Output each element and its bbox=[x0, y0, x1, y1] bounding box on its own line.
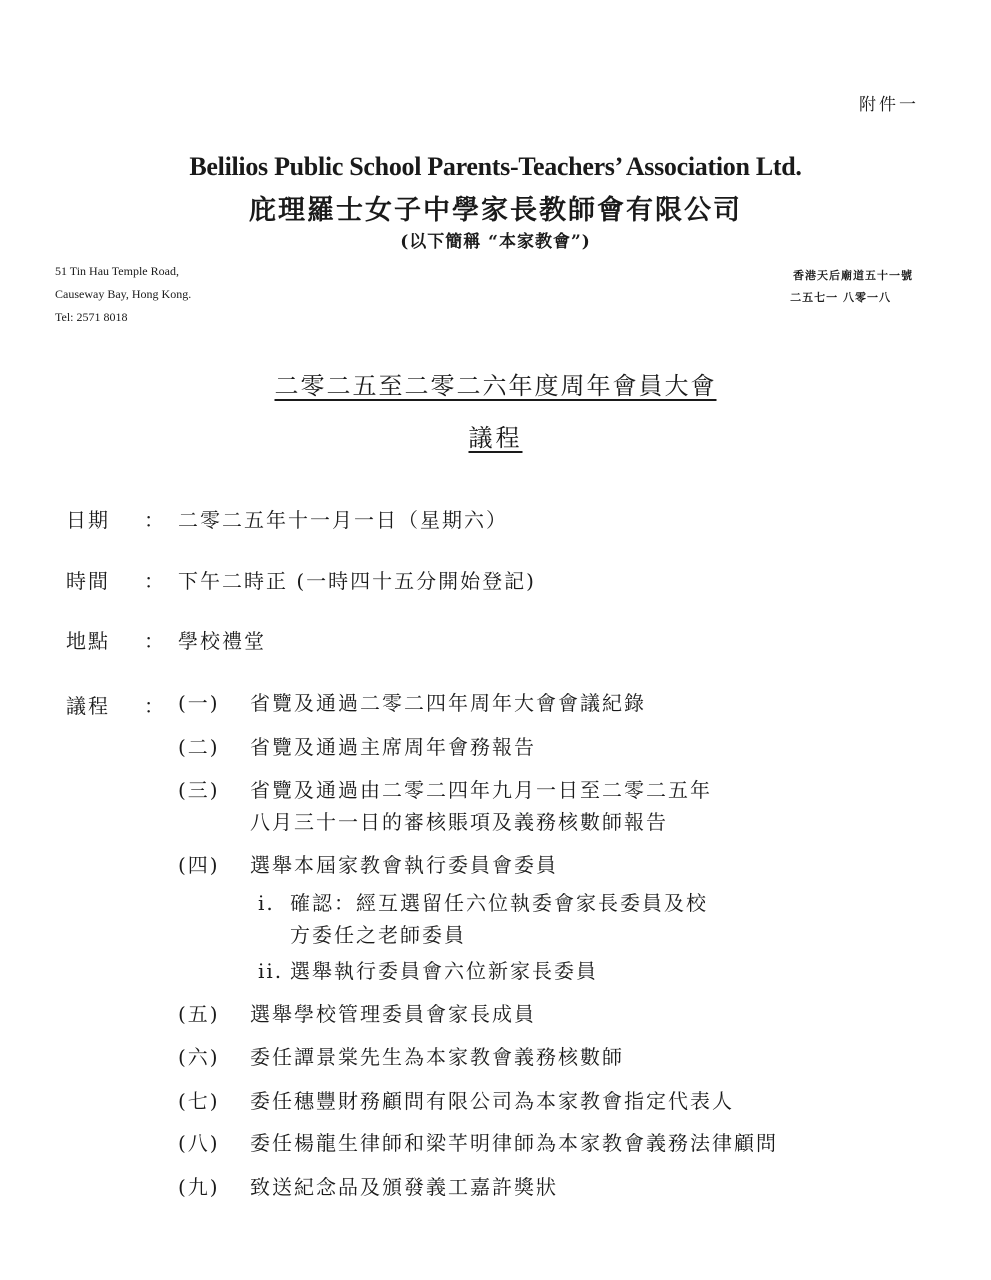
address-en-line1: 51 Tin Hau Temple Road, bbox=[55, 264, 179, 278]
venue-label: 地點 bbox=[66, 629, 110, 653]
agenda-subitem-ii bbox=[258, 955, 598, 987]
date-row bbox=[66, 504, 508, 533]
agenda-item-number: (九) bbox=[178, 1175, 220, 1199]
agenda-item-text: 省覽及通過主席周年會務報告 bbox=[250, 735, 536, 759]
agenda-item-3 bbox=[178, 774, 712, 838]
address-zh-line2: 二五七一 八零一八 bbox=[790, 291, 891, 304]
agenda-subitem-text-line2: 方委任之老師委員 bbox=[290, 923, 466, 947]
agenda-item-number: (一) bbox=[178, 691, 220, 715]
agenda-item-text-line1: 省覽及通過由二零二四年九月一日至二零二五年 bbox=[250, 778, 712, 802]
annex-label: 附件一 bbox=[859, 95, 919, 115]
agenda-heading-text: 議程 bbox=[468, 424, 523, 452]
time-colon: ： bbox=[144, 569, 166, 593]
agenda-colon: ： bbox=[144, 694, 166, 718]
agenda-subitem-text-line1: 確認：經互選留任六位執委會家長委員及校 bbox=[290, 891, 708, 915]
agenda-item-number: (七) bbox=[178, 1089, 220, 1113]
agenda-item-text: 委任楊龍生律師和梁芊明律師為本家教會義務法律顧問 bbox=[250, 1131, 778, 1155]
agenda-heading bbox=[0, 418, 991, 453]
agenda-item-9 bbox=[178, 1171, 558, 1203]
org-name-en: Belilios Public School Parents-Teachers’ Association Ltd. bbox=[189, 152, 802, 181]
agenda-subitem-text-block bbox=[290, 887, 708, 951]
date-value: 二零二五年十一月一日（星期六） bbox=[178, 508, 508, 532]
venue-row bbox=[66, 625, 266, 654]
address-zh-line1: 香港天后廟道五十一號 bbox=[793, 269, 913, 282]
agenda-item-text: 致送紀念品及頒發義工嘉許獎狀 bbox=[250, 1175, 558, 1199]
agenda-item-6 bbox=[178, 1041, 624, 1073]
time-value: 下午二時正 (一時四十五分開始登記) bbox=[178, 569, 536, 593]
agenda-label-row bbox=[66, 690, 178, 719]
agenda-item-number: (五) bbox=[178, 1002, 220, 1026]
agenda-subitem-i bbox=[258, 887, 708, 951]
agenda-item-number: (三) bbox=[178, 778, 220, 802]
agenda-item-text: 委任穗豐財務顧問有限公司為本家教會指定代表人 bbox=[250, 1089, 734, 1113]
agenda-item-text: 省覽及通過二零二四年周年大會會議紀錄 bbox=[250, 691, 646, 715]
agenda-item-7 bbox=[178, 1085, 734, 1117]
agenda-item-4 bbox=[178, 849, 558, 881]
agenda-item-2 bbox=[178, 731, 536, 763]
agenda-item-8 bbox=[178, 1127, 778, 1159]
venue-value: 學校禮堂 bbox=[178, 629, 266, 653]
date-label: 日期 bbox=[66, 508, 110, 532]
agenda-subitem-text: 選舉執行委員會六位新家長委員 bbox=[290, 959, 598, 983]
telephone: Tel: 2571 8018 bbox=[55, 310, 128, 324]
agenda-item-5 bbox=[178, 998, 536, 1030]
agenda-item-number: (八) bbox=[178, 1131, 220, 1155]
agenda-item-number: (二) bbox=[178, 735, 220, 759]
time-label: 時間 bbox=[66, 569, 110, 593]
agenda-item-1 bbox=[178, 687, 646, 719]
time-row bbox=[66, 565, 536, 594]
agenda-subitem-number: i. bbox=[258, 891, 275, 915]
agenda-subitem-number: ii. bbox=[258, 959, 284, 983]
agenda-item-text: 選舉學校管理委員會家長成員 bbox=[250, 1002, 536, 1026]
agenda-label: 議程 bbox=[66, 694, 110, 718]
agenda-item-text-line2: 八月三十一日的審核賬項及義務核數師報告 bbox=[250, 810, 668, 834]
org-abbreviation: (以下簡稱 “本家教會”) bbox=[400, 232, 591, 252]
date-colon: ： bbox=[144, 508, 166, 532]
meeting-title-text: 二零二五至二零二六年度周年會員大會 bbox=[274, 372, 717, 400]
org-name-zh: 庇理羅士女子中學家長教師會有限公司 bbox=[249, 195, 742, 226]
agenda-item-text-block bbox=[250, 774, 712, 838]
agenda-item-number: (六) bbox=[178, 1045, 220, 1069]
agenda-item-text: 選舉本屆家教會執行委員會委員 bbox=[250, 853, 558, 877]
venue-colon: ： bbox=[144, 629, 166, 653]
address-en-line2: Causeway Bay, Hong Kong. bbox=[55, 287, 192, 301]
agenda-item-number: (四) bbox=[178, 853, 220, 877]
agenda-item-text: 委任譚景棠先生為本家教會義務核數師 bbox=[250, 1045, 624, 1069]
meeting-title bbox=[0, 366, 991, 401]
